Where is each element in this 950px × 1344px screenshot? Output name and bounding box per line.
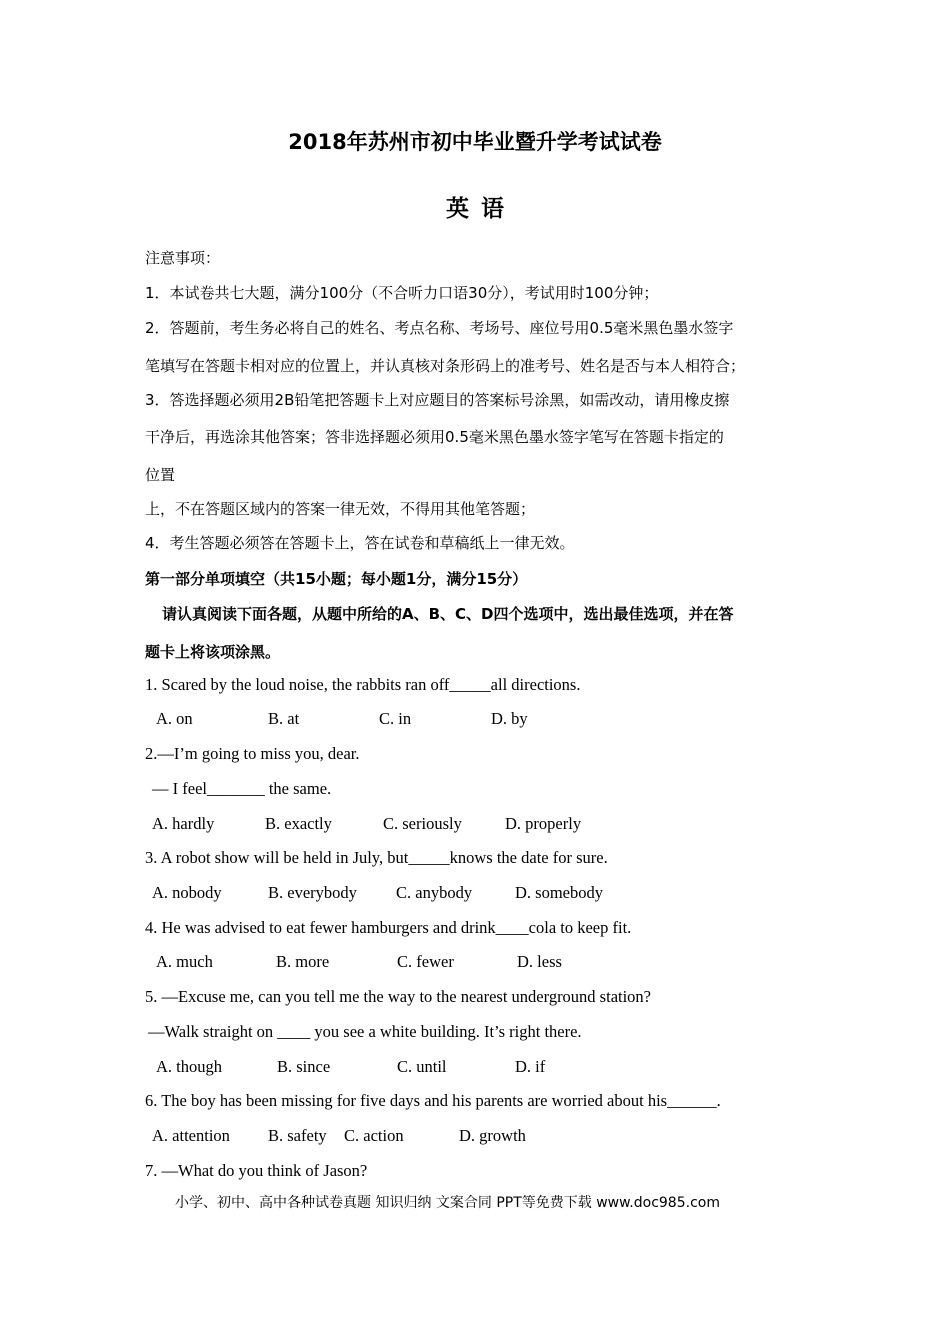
notice-line: 位置 bbox=[145, 466, 176, 484]
section-instruction: 请认真阅读下面各题，从题中所给的A、B、C、D四个选项中，选出最佳选项，并在答 bbox=[162, 605, 734, 623]
question-6: 6. The boy has been missing for five days and his parents are worried about his______. bbox=[145, 1091, 721, 1110]
question-text: you see a white building. It’s right there. bbox=[310, 1022, 582, 1041]
question-1 bbox=[145, 675, 580, 695]
question-3 bbox=[145, 848, 608, 868]
option-d: D. properly bbox=[505, 814, 582, 833]
question-text: cola to keep fit. bbox=[528, 918, 632, 937]
question-5-reply bbox=[148, 1022, 582, 1042]
option-a: A. though bbox=[156, 1057, 222, 1076]
question-text: 4. He was advised to eat fewer hamburgers and drink bbox=[145, 918, 496, 937]
answer-blank: _____ bbox=[449, 675, 491, 694]
option-b: B. since bbox=[277, 1057, 331, 1076]
notice-line: 干净后，再选涂其他答案；答非选择题必须用0.5毫米黑色墨水签字笔写在答题卡指定的 bbox=[145, 428, 724, 446]
option-c: C. fewer bbox=[397, 952, 454, 971]
option-c: C. in bbox=[379, 709, 412, 728]
subject-title: 英语 bbox=[446, 196, 516, 222]
option-a: A. on bbox=[156, 709, 193, 728]
answer-blank: ____ bbox=[277, 1022, 311, 1041]
notice-heading: 注意事项： bbox=[145, 249, 221, 267]
option-b: B. more bbox=[276, 952, 330, 971]
option-b: B. everybody bbox=[268, 883, 357, 902]
exam-title: 2018年苏州市初中毕业暨升学考试试卷 bbox=[288, 130, 662, 154]
question-4 bbox=[145, 918, 631, 938]
option-c: C. seriously bbox=[383, 814, 462, 833]
option-c: C. until bbox=[397, 1057, 447, 1076]
option-c: C. anybody bbox=[396, 883, 473, 902]
option-c: C. action bbox=[344, 1126, 404, 1145]
notice-line: 笔填写在答题卡相对应的位置上，并认真核对条形码上的准考号、姓名是否与本人相符合； bbox=[145, 357, 746, 375]
question-2-reply: — I feel_______ the same. bbox=[152, 779, 332, 798]
notice-line: 3．答选择题必须用2B铅笔把答题卡上对应题目的答案标号涂黑，如需改动，请用橡皮擦 bbox=[145, 391, 730, 409]
option-a: A. nobody bbox=[152, 883, 222, 902]
notice-line: 2．答题前，考生务必将自己的姓名、考点名称、考场号、座位号用0.5毫米黑色墨水签字 bbox=[145, 319, 734, 337]
answer-blank: ____ bbox=[495, 918, 529, 937]
option-d: D. less bbox=[517, 952, 562, 971]
question-text: all directions. bbox=[490, 675, 581, 694]
question-7: 7. —What do you think of Jason? bbox=[145, 1161, 368, 1180]
notice-line: 1．本试卷共七大题，满分100分（不合听力口语30分），考试用时100分钟； bbox=[145, 284, 659, 302]
question-text: 3. A robot show will be held in July, but bbox=[145, 848, 409, 867]
page-footer: 小学、初中、高中各种试卷真题 知识归纳 文案合同 PPT等免费下载 www.doc985.com bbox=[175, 1195, 720, 1211]
option-d: D. growth bbox=[459, 1126, 526, 1145]
option-b: B. safety bbox=[268, 1126, 327, 1145]
option-a: A. attention bbox=[152, 1126, 230, 1145]
option-a: A. hardly bbox=[152, 814, 215, 833]
option-d: D. if bbox=[515, 1057, 546, 1076]
answer-blank: _____ bbox=[408, 848, 450, 867]
question-text: knows the date for sure. bbox=[449, 848, 608, 867]
section-instruction: 题卡上将该项涂黑。 bbox=[145, 643, 281, 661]
question-text: 1. Scared by the loud noise, the rabbits ran off bbox=[145, 675, 450, 694]
notice-line: 4．考生答题必须答在答题卡上，答在试卷和草稿纸上一律无效。 bbox=[145, 534, 575, 552]
option-a: A. much bbox=[156, 952, 213, 971]
option-d: D. somebody bbox=[515, 883, 603, 902]
question-text: —Walk straight on bbox=[148, 1022, 278, 1041]
question-2: 2.—I’m going to miss you, dear. bbox=[145, 744, 360, 763]
question-5: 5. —Excuse me, can you tell me the way to the nearest underground station? bbox=[145, 987, 652, 1006]
section-heading: 第一部分单项填空（共15小题；每小题1分，满分15分） bbox=[145, 570, 528, 588]
option-b: B. at bbox=[268, 709, 300, 728]
notice-line: 上，不在答题区域内的答案一律无效，不得用其他笔答题； bbox=[145, 500, 536, 518]
option-b: B. exactly bbox=[265, 814, 332, 833]
option-d: D. by bbox=[491, 709, 528, 728]
